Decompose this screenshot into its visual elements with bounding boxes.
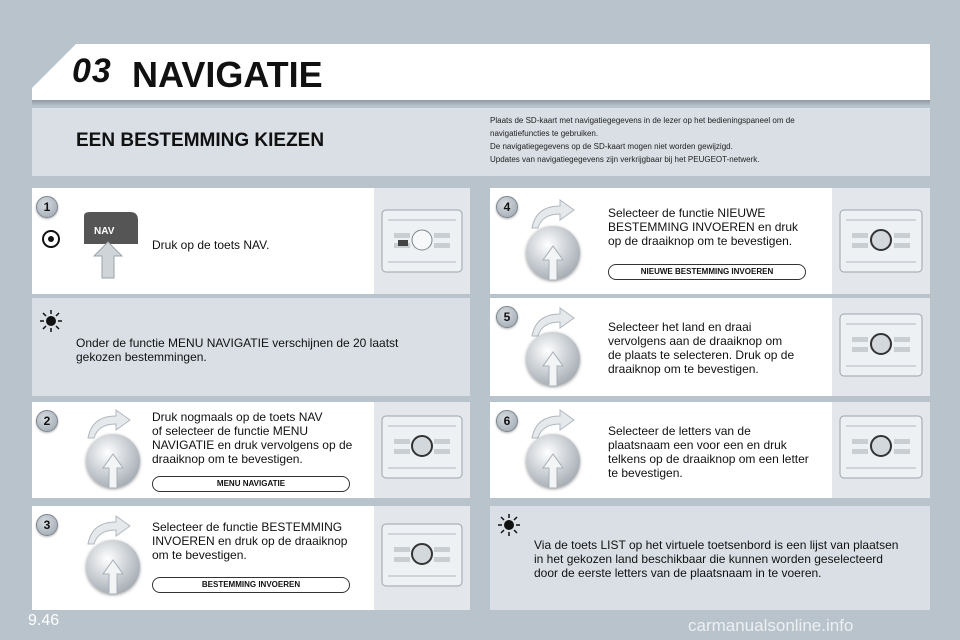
tip-2-line: Via de toets LIST op het virtuele toetsenbord is een lijst van plaatsen (534, 538, 899, 552)
tip-2-line: in het gekozen land beschikbaar die kunnen worden geselecteerd (534, 552, 883, 566)
step-badge: 1 (36, 196, 58, 218)
intro-note-line: De navigatiegegevens op de SD-kaart mogen niet worden gewijzigd. (490, 142, 733, 151)
step-3-text (152, 520, 374, 562)
step-2-line: draaiknop om te bevestigen. (152, 452, 303, 466)
dashboard-illustration (374, 506, 470, 610)
step-badge: 4 (496, 196, 518, 218)
step-4-text (608, 206, 830, 248)
header-divider (32, 100, 930, 106)
step-2-line: Druk nogmaals op de toets NAV (152, 410, 323, 424)
step-2-line: NAVIGATIE en druk vervolgens op de (152, 438, 353, 452)
step-4-line: op de draaiknop om te bevestigen. (608, 234, 793, 248)
nieuwe-bestemming-option: NIEUWE BESTEMMING INVOEREN (608, 264, 806, 280)
warning-icon (40, 228, 62, 255)
press-arrow-icon (542, 350, 564, 393)
intro-note-line: navigatiefuncties te gebruiken. (490, 129, 599, 138)
dashboard-illustration (832, 188, 930, 294)
dashboard-panel-icon (832, 402, 930, 498)
step-6-line: te bevestigen. (608, 466, 683, 480)
step-2-text (152, 410, 374, 466)
tip-2-line: door de eerste letters van de plaatsnaam in te voeren. (534, 566, 822, 580)
dashboard-illustration (374, 188, 470, 294)
press-arrow-icon (102, 452, 124, 495)
press-arrow-icon (542, 452, 564, 495)
step-6-line: telkens op de draaiknop om een letter (608, 452, 809, 466)
tip-1-line: Onder de functie MENU NAVIGATIE verschijnen de 20 laatst (76, 336, 399, 350)
info-icon (496, 512, 522, 543)
chapter-number: 03 (72, 52, 112, 90)
step-2-line: of selecteer de functie MENU (152, 424, 309, 438)
step-6-text (608, 424, 832, 480)
dashboard-panel-icon (832, 298, 930, 396)
nav-key-label: NAV (94, 226, 115, 237)
tip-2-text (534, 538, 926, 580)
watermark: carmanualsonline.info (688, 616, 854, 635)
intro-note-line: Updates van navigatiegegevens zijn verkrijgbaar bij het PEUGEOT-netwerk. (490, 155, 760, 164)
page-title: NAVIGATIE (132, 54, 323, 95)
step-badge: 3 (36, 514, 58, 536)
intro-note-line: Plaats de SD-kaart met navigatiegegevens in de lezer op het bedieningspaneel om de (490, 116, 795, 125)
step-1-text: Druk op de toets NAV. (152, 238, 270, 252)
dashboard-illustration (832, 298, 930, 396)
nav-key-illustration (80, 210, 144, 285)
step-5-line: Selecteer het land en draai (608, 320, 752, 334)
press-arrow-icon (102, 558, 124, 601)
bestemming-invoeren-option: BESTEMMING INVOEREN (152, 577, 350, 593)
step-4-line: BESTEMMING INVOEREN en druk (608, 220, 799, 234)
section-title: EEN BESTEMMING KIEZEN (76, 130, 325, 151)
step-5-line: de plaats te selecteren. Druk op de (608, 348, 795, 362)
dashboard-panel-icon (832, 188, 930, 294)
step-badge: 5 (496, 306, 518, 328)
dashboard-illustration (832, 402, 930, 498)
step-5-line: vervolgens aan de draaiknop om (608, 334, 783, 348)
step-5-line: draaiknop om te bevestigen. (608, 362, 759, 376)
tip-1-text (76, 336, 456, 364)
page-number: 9.46 (28, 612, 60, 629)
dashboard-panel-icon (374, 188, 470, 294)
step-4-line: Selecteer de functie NIEUWE (608, 206, 766, 220)
step-5-text (608, 320, 830, 376)
info-icon (38, 308, 64, 339)
dashboard-illustration (374, 402, 470, 498)
press-arrow-icon (542, 244, 564, 287)
step-3-line: Selecteer de functie BESTEMMING (152, 520, 343, 534)
step-6-line: Selecteer de letters van de (608, 424, 751, 438)
step-3-line: INVOEREN en druk op de draaiknop (152, 534, 348, 548)
step-badge: 6 (496, 410, 518, 432)
menu-navigatie-option: MENU NAVIGATIE (152, 476, 350, 492)
intro-note (490, 114, 920, 166)
step-badge: 2 (36, 410, 58, 432)
step-3-line: om te bevestigen. (152, 548, 247, 562)
tip-1-line: gekozen bestemmingen. (76, 350, 207, 364)
dashboard-panel-icon (374, 506, 470, 610)
step-6-line: plaatsnaam een voor een en druk (608, 438, 787, 452)
dashboard-panel-icon (374, 402, 470, 498)
